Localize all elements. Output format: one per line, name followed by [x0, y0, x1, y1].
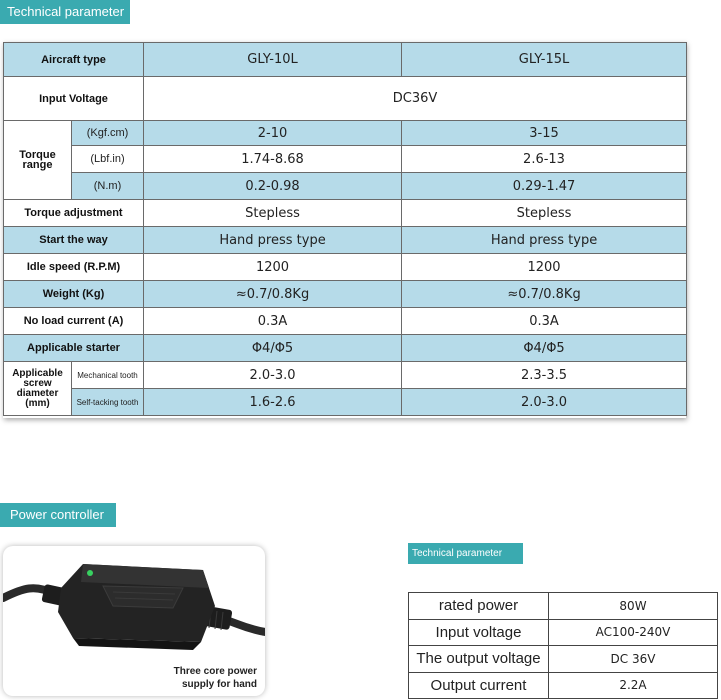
torque-lbf-10l: 1.74-8.68: [144, 146, 402, 173]
caption-line-2: supply for hand: [182, 679, 257, 690]
row-torque-kgf: [4, 121, 687, 146]
table-row: [409, 593, 718, 620]
input-voltage-value: DC36V: [144, 77, 687, 121]
row-no-load-current: [4, 308, 687, 335]
torque-range-label: Torque range: [4, 121, 72, 200]
start-way-15l: Hand press type: [402, 227, 687, 254]
idle-speed-15l: 1200: [402, 254, 687, 281]
table-row: [409, 672, 718, 699]
row-torque-lbf: [4, 146, 687, 173]
applicable-starter-15l: Φ4/Φ5: [402, 335, 687, 362]
no-load-current-10l: 0.3A: [144, 308, 402, 335]
power-controller-tag: Power controller: [0, 503, 116, 527]
torque-nm-10l: 0.2-0.98: [144, 173, 402, 200]
applicable-starter-10l: Φ4/Φ5: [144, 335, 402, 362]
screw-self-tacking-10l: 1.6-2.6: [144, 389, 402, 416]
no-load-current-label: No load current (A): [4, 308, 144, 335]
torque-adjustment-10l: Stepless: [144, 200, 402, 227]
row-screw-mechanical: [4, 362, 687, 389]
output-voltage-value: DC 36V: [549, 646, 718, 673]
technical-parameter-small-tag: Technical parameter: [408, 543, 523, 564]
idle-speed-10l: 1200: [144, 254, 402, 281]
input-voltage-label-small: Input voltage: [409, 619, 549, 646]
torque-unit-lbf: (Lbf.in): [72, 146, 144, 173]
rated-power-value: 80W: [549, 593, 718, 620]
torque-kgf-10l: 2-10: [144, 121, 402, 146]
model-gly-10l: GLY-10L: [144, 43, 402, 77]
weight-10l: ≈0.7/0.8Kg: [144, 281, 402, 308]
row-applicable-starter: [4, 335, 687, 362]
model-gly-15l: GLY-15L: [402, 43, 687, 77]
torque-lbf-15l: 2.6-13: [402, 146, 687, 173]
torque-unit-nm: (N.m): [72, 173, 144, 200]
row-screw-self-tacking: [4, 389, 687, 416]
input-voltage-value-small: AC100-240V: [549, 619, 718, 646]
input-voltage-label: Input Voltage: [4, 77, 144, 121]
torque-nm-15l: 0.29-1.47: [402, 173, 687, 200]
applicable-starter-label: Applicable starter: [4, 335, 144, 362]
torque-adjustment-label: Torque adjustment: [4, 200, 144, 227]
row-idle-speed: [4, 254, 687, 281]
screw-self-tacking-15l: 2.0-3.0: [402, 389, 687, 416]
weight-label: Weight (Kg): [4, 281, 144, 308]
caption-line-1: Three core power: [173, 666, 257, 677]
torque-adjustment-15l: Stepless: [402, 200, 687, 227]
product-caption: [147, 665, 257, 691]
screw-diameter-label: Applicable screw diameter (mm): [4, 362, 72, 416]
screw-type-mechanical: Mechanical tooth: [72, 362, 144, 389]
spec-table: [3, 42, 687, 416]
row-aircraft-type: [4, 43, 687, 77]
output-current-label: Output current: [409, 672, 549, 699]
spec-table-wrapper: [3, 42, 686, 418]
row-torque-nm: [4, 173, 687, 200]
screw-mechanical-10l: 2.0-3.0: [144, 362, 402, 389]
screw-mechanical-15l: 2.3-3.5: [402, 362, 687, 389]
no-load-current-15l: 0.3A: [402, 308, 687, 335]
technical-parameter-tag: Technical parameter: [0, 0, 130, 24]
idle-speed-label: Idle speed (R.P.M): [4, 254, 144, 281]
power-spec-table: [408, 592, 718, 699]
rated-power-label: rated power: [409, 593, 549, 620]
table-row: [409, 619, 718, 646]
row-weight: [4, 281, 687, 308]
output-voltage-label: The output voltage: [409, 646, 549, 673]
row-start-way: [4, 227, 687, 254]
output-current-value: 2.2A: [549, 672, 718, 699]
torque-kgf-15l: 3-15: [402, 121, 687, 146]
row-input-voltage: [4, 77, 687, 121]
start-way-10l: Hand press type: [144, 227, 402, 254]
torque-unit-kgf: (Kgf.cm): [72, 121, 144, 146]
screw-type-self-tacking: Self-tacking tooth: [72, 389, 144, 416]
aircraft-type-label: Aircraft type: [4, 43, 144, 77]
table-row: [409, 646, 718, 673]
start-way-label: Start the way: [4, 227, 144, 254]
power-supply-product-card: [3, 546, 265, 696]
weight-15l: ≈0.7/0.8Kg: [402, 281, 687, 308]
row-torque-adjustment: [4, 200, 687, 227]
